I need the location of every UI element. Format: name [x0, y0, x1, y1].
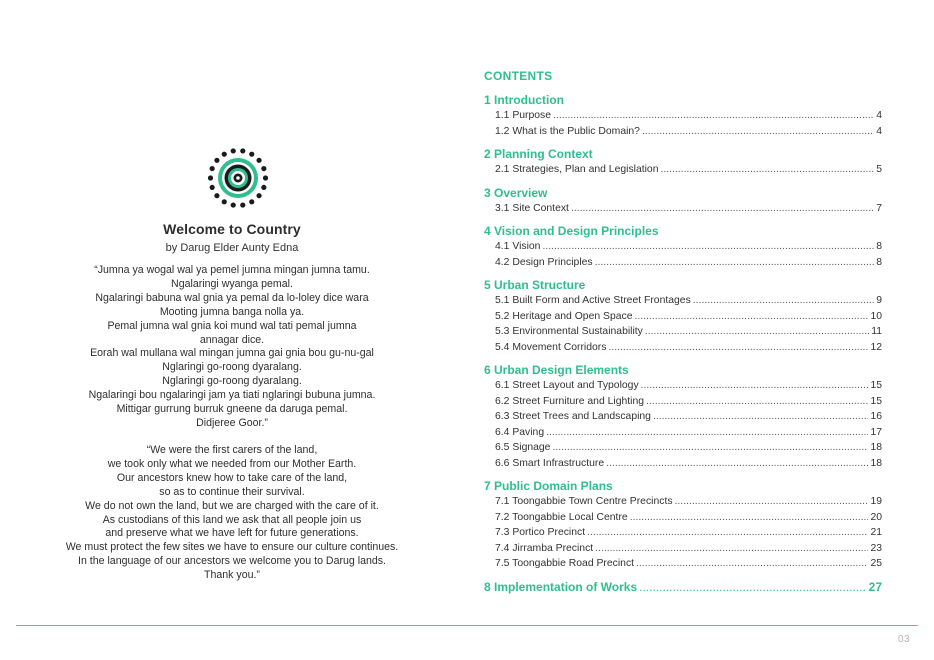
toc-entry[interactable]	[484, 510, 882, 526]
poem-line: Ngalaringi babuna wal gnia ya pemal da lo-loley dice wara	[95, 291, 369, 304]
poem-line: “We were the first carers of the land,	[146, 444, 318, 456]
toc-section-title[interactable]: 1 Introduction	[484, 93, 564, 107]
toc-entry-page: 7	[876, 202, 882, 214]
poem-line: annagar dice.	[199, 333, 265, 346]
toc-entry-label: 7.4 Jirramba Precinct	[495, 542, 594, 554]
toc-entry[interactable]	[484, 494, 882, 510]
toc-entry-page: 5	[876, 164, 882, 175]
toc-entry-page: 8	[876, 241, 882, 252]
toc-entry-page: 25	[870, 558, 882, 569]
table-of-contents	[484, 92, 882, 595]
toc-entry-label: 4.1 Vision	[495, 241, 541, 252]
toc-entry-label: 7.1 Toongabbie Town Centre Precincts	[495, 496, 673, 507]
poem-line: we took only what we needed from our Mother Earth.	[107, 457, 357, 470]
toc-entry[interactable]	[484, 239, 882, 255]
toc-section-title[interactable]: 7 Public Domain Plans	[484, 479, 613, 493]
toc-section	[484, 362, 882, 471]
toc-entry[interactable]	[484, 541, 882, 557]
toc-entry-page: 18	[870, 457, 882, 469]
emblem-dot	[231, 148, 236, 153]
toc-section	[484, 146, 882, 178]
dot-leader	[675, 494, 869, 510]
toc-entry[interactable]	[484, 425, 882, 441]
toc-section	[484, 185, 882, 217]
toc-entry-label: 6.1 Street Layout and Typology	[495, 380, 639, 391]
toc-entry[interactable]	[484, 440, 882, 456]
toc-entry-label: 5.2 Heritage and Open Space	[495, 310, 633, 322]
dot-leader	[646, 394, 868, 410]
dot-leader	[608, 340, 868, 356]
dot-leader	[542, 239, 874, 255]
emblem-dot	[256, 193, 261, 198]
toc-entry[interactable]	[484, 309, 882, 325]
toc-entry-label: 5.1 Built Form and Active Street Frontages	[495, 295, 691, 306]
poem-line: Didjeree Goor.”	[196, 416, 268, 429]
toc-section-title[interactable]: 6 Urban Design Elements	[484, 363, 629, 377]
dot-leader	[552, 440, 868, 456]
poem-darug	[40, 264, 424, 431]
aboriginal-dot-circle-icon	[207, 147, 269, 209]
toc-entry-label: 5.4 Movement Corridors	[495, 341, 607, 353]
toc-entry[interactable]	[484, 255, 882, 271]
toc-entry[interactable]	[484, 201, 882, 217]
toc-entry-label: 6.2 Street Furniture and Lighting	[495, 395, 645, 407]
emblem-dot	[261, 185, 266, 190]
poem-line: Our ancestors knew how to take care of the land,	[116, 471, 348, 484]
toc-section	[484, 478, 882, 572]
toc-entry-page: 19	[870, 496, 882, 507]
dot-leader	[606, 456, 868, 472]
toc-entry-label: 6.3 Street Trees and Landscaping	[495, 411, 651, 422]
toc-entry[interactable]	[484, 456, 882, 472]
toc-entry[interactable]	[484, 394, 882, 410]
emblem-dot	[249, 199, 254, 204]
emblem-dot	[249, 152, 254, 157]
contents-heading: CONTENTS	[484, 69, 553, 83]
dot-leader	[660, 162, 874, 178]
toc-final-section[interactable]	[484, 579, 882, 595]
emblem-dot	[263, 175, 268, 180]
toc-entry-label: 7.3 Portico Precinct	[495, 527, 586, 538]
dot-leader	[653, 409, 868, 425]
poem-line: and preserve what we have left for future generations.	[105, 527, 359, 540]
toc-entry-page: 4	[876, 110, 882, 121]
dot-leader	[587, 525, 868, 541]
poem-line: As custodians of this land we ask that all people join us	[102, 513, 362, 526]
emblem-dot	[210, 166, 215, 171]
dot-leader	[595, 255, 875, 271]
toc-entry[interactable]	[484, 108, 882, 124]
toc-entry-label: 6.4 Paving	[495, 426, 545, 438]
toc-final-page: 27	[868, 579, 882, 594]
toc-section-title[interactable]: 4 Vision and Design Principles	[484, 224, 659, 238]
toc-entry-page: 16	[870, 411, 882, 422]
dot-leader	[639, 579, 867, 595]
welcome-title: Welcome to Country	[163, 221, 301, 237]
toc-entry-page: 23	[870, 542, 882, 554]
toc-entry-label: 7.5 Toongabbie Road Precinct	[495, 558, 635, 569]
toc-entry-label: 5.3 Environmental Sustainability	[495, 326, 643, 337]
toc-entry[interactable]	[484, 340, 882, 356]
dot-leader	[595, 541, 868, 557]
emblem-dot	[256, 158, 261, 163]
emblem-dot	[231, 202, 236, 207]
poem-line: so as to continue their survival.	[159, 485, 305, 498]
dot-leader	[634, 309, 868, 325]
toc-entry[interactable]	[484, 409, 882, 425]
toc-entry-page: 11	[871, 326, 882, 337]
toc-entry-page: 9	[876, 295, 882, 306]
dot-leader	[553, 108, 874, 124]
toc-section-title[interactable]: 3 Overview	[484, 185, 548, 200]
toc-entry[interactable]	[484, 293, 882, 309]
poem-line: Nglaringi go-roong dyaralang.	[162, 375, 302, 388]
toc-section-title[interactable]: 2 Planning Context	[484, 147, 593, 161]
toc-entry[interactable]	[484, 556, 882, 572]
dot-leader	[693, 293, 874, 309]
toc-entry[interactable]	[484, 525, 882, 541]
toc-entry-page: 21	[870, 527, 882, 538]
toc-final-label: 8 Implementation of Works	[484, 579, 638, 594]
toc-entry-page: 18	[870, 442, 882, 453]
emblem-dot	[214, 193, 219, 198]
dot-leader	[641, 378, 869, 394]
poem-line: Mittigar gurrung burruk gneene da daruga pemal.	[116, 403, 348, 416]
emblem-dot	[222, 152, 227, 157]
poem-line: In the language of our ancestors we welcome you to Darug lands.	[78, 555, 386, 568]
toc-entry[interactable]	[484, 378, 882, 394]
toc-section	[484, 92, 882, 139]
poem-line: Pemal jumna wal gnia koi mund wal tati pemal jumna	[107, 319, 357, 332]
toc-entry-label: 3.1 Site Context	[495, 202, 569, 214]
emblem-dot	[222, 199, 227, 204]
toc-entry-page: 15	[870, 395, 882, 407]
toc-entry-label: 1.1 Purpose	[495, 110, 552, 121]
poem-line: We do not own the land, but we are charged with the care of it.	[85, 499, 379, 512]
toc-entry-label: 2.1 Strategies, Plan and Legislation	[495, 164, 659, 175]
page-number: 03	[898, 634, 911, 645]
toc-entry-page: 17	[870, 426, 882, 438]
toc-section-title[interactable]: 5 Urban Structure	[484, 278, 586, 292]
poem-line: Mooting jumna banga nolla ya.	[159, 305, 305, 318]
poem-line: Ngalaringi bou ngalaringi jam ya tiati nglaringi bubuna jumna.	[88, 389, 376, 402]
emblem-dot	[261, 166, 266, 171]
poem-line: Ngalaringi wyanga pemal.	[171, 277, 293, 290]
toc-entry-label: 6.6 Smart Infrastructure	[495, 457, 605, 469]
poem-line: “Jumna ya wogal wal ya pemel jumna mingan jumna tamu.	[94, 264, 370, 276]
toc-entry-page: 10	[870, 310, 882, 322]
poem-line: Eorah wal mullana wal mingan jumna gai gnia bou gu-nu-gal	[90, 347, 374, 360]
dot-leader	[630, 510, 869, 526]
toc-entry-page: 4	[876, 125, 882, 137]
emblem-dot	[214, 158, 219, 163]
toc-entry-page: 15	[870, 380, 882, 391]
emblem-dot	[208, 175, 213, 180]
toc-entry[interactable]	[484, 324, 882, 340]
toc-entry-page: 20	[870, 511, 882, 523]
dot-leader	[642, 124, 874, 140]
poem-line: Thank you.”	[204, 569, 260, 582]
welcome-subtitle: by Darug Elder Aunty Edna	[165, 242, 299, 254]
poem-line: Nglaringi go-roong dyaralang.	[162, 361, 302, 374]
dot-leader	[546, 425, 868, 441]
toc-entry[interactable]	[484, 124, 882, 140]
toc-entry-label: 6.5 Signage	[495, 442, 551, 453]
dot-leader	[636, 556, 868, 572]
toc-entry-label: 7.2 Toongabbie Local Centre	[495, 511, 628, 523]
poem-english	[40, 444, 424, 583]
poem-line: We must protect the few sites we have to ensure our culture continues.	[65, 541, 399, 554]
emblem-dot	[210, 185, 215, 190]
emblem-dot	[240, 202, 245, 207]
toc-section	[484, 277, 882, 355]
toc-entry-page: 12	[870, 341, 882, 353]
toc-entry[interactable]	[484, 162, 882, 178]
toc-entry-label: 1.2 What is the Public Domain?	[495, 125, 640, 137]
emblem-dot	[240, 148, 245, 153]
dot-leader	[571, 201, 874, 217]
toc-section	[484, 223, 882, 270]
toc-entry-page: 8	[876, 256, 882, 268]
dot-leader	[645, 324, 869, 340]
footer-rule	[16, 625, 918, 626]
toc-entry-label: 4.2 Design Principles	[495, 256, 593, 268]
